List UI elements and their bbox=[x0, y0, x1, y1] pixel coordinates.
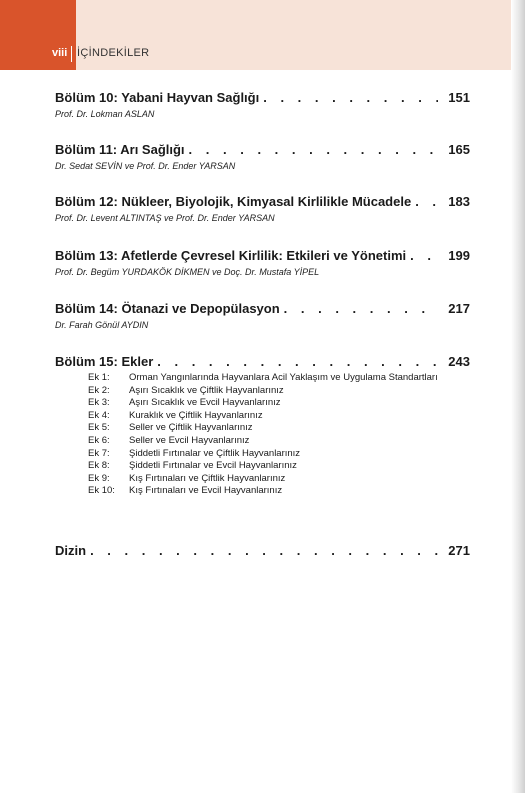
appendix-item[interactable] bbox=[88, 485, 468, 498]
toc-entry-page: 199 bbox=[448, 248, 470, 263]
toc-entry-title: Bölüm 14: Ötanazi ve Depopülasyon bbox=[55, 301, 280, 316]
toc-entry-title: Bölüm 15: Ekler bbox=[55, 354, 154, 369]
appendix-title: Kış Fırtınaları ve Evcil Hayvanlarınız bbox=[129, 485, 283, 497]
toc-entry-authors: Dr. Sedat SEVİN ve Prof. Dr. Ender YARSAN bbox=[55, 161, 236, 171]
appendix-item[interactable] bbox=[88, 372, 468, 385]
dot-leader bbox=[415, 194, 438, 210]
toc-entry-title: Bölüm 13: Afetlerde Çevresel Kirlilik: Etkileri ve Yönetimi bbox=[55, 248, 407, 263]
appendix-title: Şiddetli Fırtınalar ve Evcil Hayvanlarınız bbox=[129, 460, 297, 472]
toc-entry-page: 217 bbox=[448, 301, 470, 316]
toc-entry-title: Dizin bbox=[55, 543, 87, 558]
appendix-item[interactable] bbox=[88, 422, 468, 435]
toc-entry-index[interactable] bbox=[55, 543, 470, 559]
toc-entry-chapter-13[interactable] bbox=[55, 248, 470, 278]
appendix-title: Aşırı Sıcaklık ve Evcil Hayvanlarınız bbox=[129, 397, 281, 409]
appendix-item[interactable] bbox=[88, 473, 468, 486]
page-number: viii bbox=[52, 47, 68, 59]
toc-entry-chapter-12[interactable] bbox=[55, 194, 470, 224]
appendix-label: Ek 8: bbox=[88, 460, 110, 472]
appendix-title: Aşırı Sıcaklık ve Çiftlik Hayvanlarınız bbox=[129, 384, 284, 396]
header-divider bbox=[71, 46, 72, 62]
toc-entry-page: 151 bbox=[448, 90, 470, 105]
toc-entry-title: Bölüm 11: Arı Sağlığı bbox=[55, 142, 185, 157]
appendix-item[interactable] bbox=[88, 435, 468, 448]
appendix-item[interactable] bbox=[88, 385, 468, 398]
dot-leader bbox=[90, 543, 438, 559]
dot-leader bbox=[410, 248, 438, 264]
appendix-title: Kış Fırtınaları ve Çiftlik Hayvanlarınız bbox=[129, 472, 286, 484]
toc-entry-authors: Prof. Dr. Levent ALTINTAŞ ve Prof. Dr. Ender YARSAN bbox=[55, 213, 275, 223]
appendix-list bbox=[88, 372, 468, 498]
appendix-label: Ek 2: bbox=[88, 384, 110, 396]
toc-entry-page: 243 bbox=[448, 354, 470, 369]
toc-entry-title: Bölüm 12: Nükleer, Biyolojik, Kimyasal Kirlilikle Mücadele bbox=[55, 194, 412, 209]
running-header bbox=[0, 44, 510, 64]
appendix-label: Ek 5: bbox=[88, 422, 110, 434]
appendix-title: Kuraklık ve Çiftlik Hayvanlarınız bbox=[129, 409, 263, 421]
page-edge-shadow bbox=[511, 0, 525, 793]
appendix-item[interactable] bbox=[88, 397, 468, 410]
appendix-title: Şiddetli Fırtınalar ve Çiftlik Hayvanlarınız bbox=[129, 447, 301, 459]
appendix-title: Orman Yangınlarında Hayvanlara Acil Yaklaşım ve Uygulama Standartları bbox=[129, 372, 438, 383]
appendix-label: Ek 10: bbox=[88, 485, 115, 497]
appendix-label: Ek 4: bbox=[88, 409, 110, 421]
appendix-label: Ek 9: bbox=[88, 472, 110, 484]
appendix-item[interactable] bbox=[88, 460, 468, 473]
toc-entry-authors: Prof. Dr. Lokman ASLAN bbox=[55, 109, 155, 119]
toc-entry-chapter-15[interactable] bbox=[55, 354, 470, 497]
toc-entry-chapter-14[interactable] bbox=[55, 301, 470, 331]
appendix-label: Ek 1: bbox=[88, 372, 110, 383]
toc-entry-page: 183 bbox=[448, 194, 470, 209]
dot-leader bbox=[263, 90, 438, 106]
appendix-title: Seller ve Çiftlik Hayvanlarınız bbox=[129, 422, 253, 434]
appendix-item[interactable] bbox=[88, 448, 468, 461]
appendix-item[interactable] bbox=[88, 410, 468, 423]
appendix-title: Seller ve Evcil Hayvanlarınız bbox=[129, 434, 250, 446]
toc-entry-page: 165 bbox=[448, 142, 470, 157]
toc-entry-chapter-10[interactable] bbox=[55, 90, 470, 120]
toc-entry-authors: Prof. Dr. Begüm YURDAKÖK DİKMEN ve Doç. Dr. Mustafa YİPEL bbox=[55, 267, 320, 277]
toc-entry-title: Bölüm 10: Yabani Hayvan Sağlığı bbox=[55, 90, 260, 105]
appendix-label: Ek 6: bbox=[88, 434, 110, 446]
dot-leader bbox=[284, 301, 438, 317]
dot-leader bbox=[189, 142, 438, 158]
dot-leader bbox=[157, 354, 438, 370]
appendix-label: Ek 3: bbox=[88, 397, 110, 409]
toc-entry-chapter-11[interactable] bbox=[55, 142, 470, 172]
toc-entry-page: 271 bbox=[448, 543, 470, 558]
running-header-title: İÇİNDEKİLER bbox=[77, 47, 150, 59]
toc-entry-authors: Dr. Farah Gönül AYDIN bbox=[55, 320, 149, 330]
appendix-label: Ek 7: bbox=[88, 447, 110, 459]
